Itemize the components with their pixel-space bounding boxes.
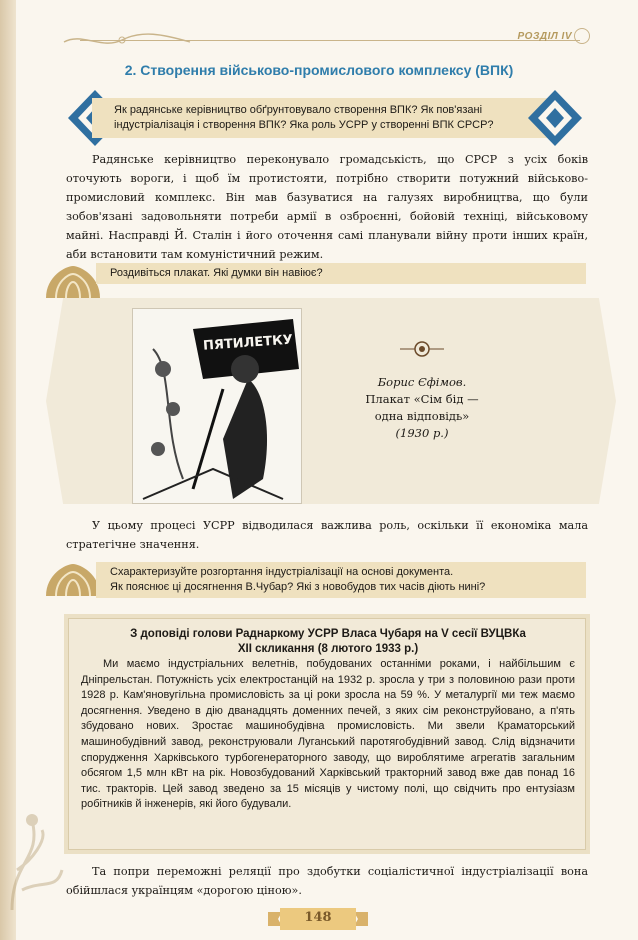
task-text: Роздивіться плакат. Які думки він навіює? bbox=[110, 267, 323, 279]
page-number: 148 bbox=[304, 910, 332, 925]
paragraph-text: У цьому процесі УСРР відводилася важлива роль, оскільки її економіка мала стратегічне значення. bbox=[66, 519, 588, 551]
task-text-line: Схарактеризуйте розгортання індустріалізації на основі документа. bbox=[110, 566, 454, 578]
poster-year: (1930 р.) bbox=[395, 426, 449, 440]
document-excerpt bbox=[68, 618, 586, 850]
paragraph-text: Радянське керівництво переконувало громадськість, що СРСР з усіх боків оточують вороги, і щоб їм протистояти, потрібно створити потужний військово-промисловий комплекс. Він мав базуватися на галузях виробництва, що були зобов'язані задовольняти потреби армії в озброєнні, бойовій техніці, військовому майні. Насправді Й. Сталін і його оточення самі планували війну проти інших країн, аби встановити там комуністичний режим. bbox=[66, 153, 588, 261]
intro-question-line: Як радянське керівництво обґрунтовувало створення ВПК? Як пов'язані bbox=[114, 104, 483, 116]
poster-image bbox=[132, 308, 302, 504]
section-title: 2. Створення військово-промислового комплексу (ВПК) bbox=[124, 62, 514, 78]
caption-ornament-icon bbox=[400, 340, 444, 358]
diamond-ornament-icon bbox=[526, 88, 584, 148]
paragraph bbox=[66, 862, 588, 900]
floral-ornament-icon bbox=[2, 800, 72, 920]
intro-question-line: індустріалізація і створення ВПК? Яка роль УСРР у створенні ВПК СРСР? bbox=[114, 119, 494, 131]
document-heading-date: XII скликання (8 лютого 1933 р.) bbox=[237, 643, 419, 655]
poster-author: Борис Єфімов. bbox=[377, 375, 467, 389]
task-box bbox=[96, 562, 586, 598]
section-circle-icon bbox=[574, 28, 590, 44]
section-label: РОЗДІЛ IV bbox=[517, 31, 572, 42]
document-text: Ми маємо індустріальних велетнів, побудованих останніми роками, і найбільшим є Дніпрельстан. Потужність усіх електростанцій на 1932 р. зросла у три з половиною рази проти 1928 р. Кам'яновугільна промисловість за ці роки зросла на 59 %. У металургії ми теж маємо досягнення. Уведено в дію дванадцять доменних печей, з яких сім реконструйовано, а п'ять збудовано нових. Зростає машинобудівна промисловість. Ми звели Краматорський машинобудівний завод, реконструювали Луганський паротягобудівний завод. Слід відзначити спорудження Харківського турбогенераторного заводу, що вироблятиме агрегатів загальним обсягом 1,5 млн кВт на рік. Новозбудований Харківський тракторний завод вже дав понад 16 тис. тракторів. Цей завод зведено за 15 місяців у чистому полі, що свідчить про ентузіазм робітників й інженерів, які його будували. bbox=[81, 658, 575, 811]
poster-caption bbox=[352, 374, 492, 442]
document-heading: З доповіді голови Раднаркому УСРР Власа Чубаря на V сесії ВУЦВКа bbox=[130, 628, 526, 640]
intro-question-box bbox=[92, 98, 552, 138]
task-box bbox=[96, 263, 586, 284]
header-flourish-icon bbox=[62, 30, 192, 52]
page-number-ribbon bbox=[268, 906, 368, 932]
paragraph bbox=[66, 516, 588, 554]
paragraph-text: Та попри переможні реляції про здобутки соціалістичної індустріалізації вона обійшлася українцям «дорогою ціною». bbox=[66, 865, 588, 897]
poster-title-line: одна відповідь» bbox=[374, 409, 470, 423]
left-margin-strip bbox=[0, 0, 16, 940]
task-ornament-icon bbox=[42, 560, 104, 600]
task-text-line: Як пояснює ці досягнення В.Чубар? Які з новобудов тих часів діють нині? bbox=[110, 581, 486, 593]
poster-title-line: Плакат «Сім бід — bbox=[365, 392, 479, 406]
poster-banner-text: ПЯТИЛЕТКУ bbox=[202, 332, 294, 354]
task-ornament-icon bbox=[42, 262, 104, 302]
paragraph bbox=[66, 150, 588, 264]
